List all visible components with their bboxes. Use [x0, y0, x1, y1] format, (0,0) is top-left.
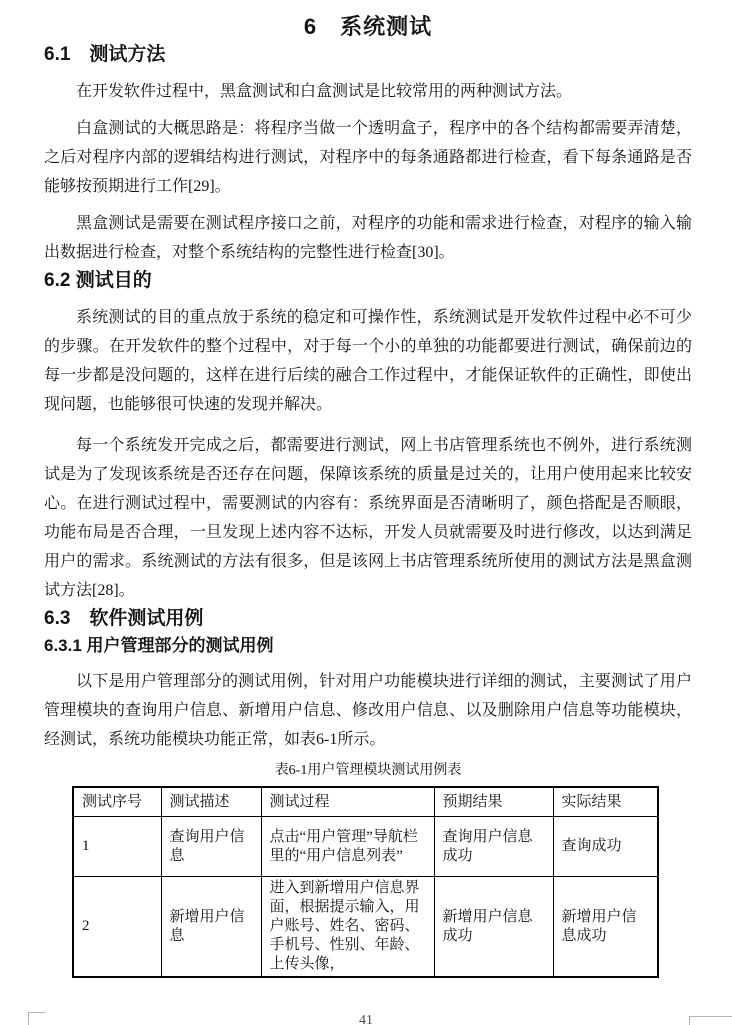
paragraph-blackbox: 黑盒测试是需要在测试程序接口之前，对程序的功能和需求进行检查，对程序的输入输出数据进行检查，对整个系统结构的完整性进行检查[30]。 — [44, 215, 692, 261]
cell-proc: 点击“用户管理”导航栏里的“用户信息列表” — [261, 817, 434, 877]
cell-proc: 进入到新增用户信息界面，根据提示输入，用户账号、姓名、密码、手机号、性别、年龄、上传头像， — [261, 877, 434, 978]
table-row — [73, 877, 658, 978]
column-header-test-desc: 测试描述 — [161, 787, 261, 817]
table-header-row — [73, 787, 658, 817]
heading-6-1: 6.1 测试方法 — [44, 44, 166, 65]
cell-actual: 新增用户信息成功 — [553, 877, 658, 978]
margin-corner-mark-bottom-left — [28, 1012, 45, 1025]
page-number: 41 — [359, 1013, 373, 1025]
paragraph-test-purpose-1: 系统测试的目的重点放于系统的稳定和可操作性，系统测试是开发软件过程中必不可少的步骤。在开发软件的整个过程中，对于每一个小的单独的功能都要进行测试，确保前边的每一步都是没问题的，这样在进行后续的融合工作过程中，才能保证软件的正确性，即使出现问题，也能够很可快速的发现并解决。 — [44, 309, 692, 413]
cell-desc: 新增用户信息 — [161, 877, 261, 978]
paragraph-test-purpose-2: 每一个系统发开完成之后，都需要进行测试，网上书店管理系统也不例外，进行系统测试是为了发现该系统是否还存在问题，保障该系统的质量是过关的，让用户使用起来比较安心。在进行测试过程中，需要测试的内容有：系统界面是否清晰明了，颜色搭配是否顺眼，功能布局是否合理，一旦发现上述内容不达标，开发人员就需要及时进行修改，以达到满足用户的需求。系统测试的方法有很多，但是该网上书店管理系统所使用的测试方法是黑盒测试方法[28]。 — [44, 437, 692, 599]
cell-expected: 查询用户信息成功 — [434, 817, 553, 877]
column-header-test-seq: 测试序号 — [73, 787, 161, 817]
cell-seq: 2 — [73, 877, 161, 978]
table-caption: 表6-1用户管理模块测试用例表 — [274, 763, 462, 778]
paragraph-user-mgmt-cases: 以下是用户管理部分的测试用例，针对用户功能模块进行详细的测试，主要测试了用户管理模块的查询用户信息、新增用户信息、修改用户信息、以及删除用户信息等功能模块，经测试，系统功能模块功能正常，如表6-1所示。 — [44, 673, 692, 748]
cell-desc: 查询用户信息 — [161, 817, 261, 877]
paragraph-whitebox: 白盒测试的大概思路是：将程序当做一个透明盒子，程序中的各个结构都需要弄清楚，之后对程序内部的逻辑结构进行测试，对程序中的每条通路都进行检查，看下每条通路是否能够按预期进行工作[29]。 — [44, 120, 692, 195]
cell-expected: 新增用户信息成功 — [434, 877, 553, 978]
cell-actual: 查询成功 — [553, 817, 658, 877]
paragraph-test-methods-intro: 在开发软件过程中，黑盒测试和白盒测试是比较常用的两种测试方法。 — [76, 83, 573, 100]
cell-seq: 1 — [73, 817, 161, 877]
test-case-table — [72, 786, 659, 978]
heading-6-2: 6.2 测试目的 — [44, 270, 152, 291]
heading-6-3-1: 6.3.1 用户管理部分的测试用例 — [44, 636, 274, 655]
column-header-expected: 预期结果 — [434, 787, 553, 817]
heading-6-3: 6.3 软件测试用例 — [44, 608, 204, 629]
chapter-title: 6 系统测试 — [303, 14, 433, 39]
table-row — [73, 817, 658, 877]
margin-corner-mark-bottom-right — [689, 1016, 732, 1025]
column-header-test-proc: 测试过程 — [261, 787, 434, 817]
column-header-actual: 实际结果 — [553, 787, 658, 817]
